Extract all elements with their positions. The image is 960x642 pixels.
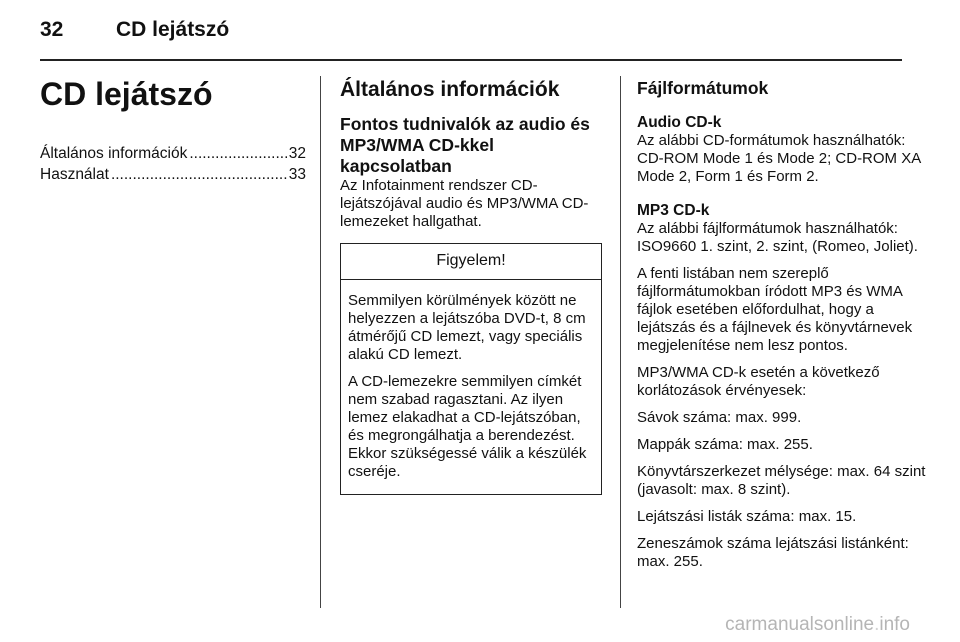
mp3-cd-text: Az alábbi fájlformátumok használhatók: ISO9660 1. szint, 2. szint, (Romeo, Joliet). <box>637 220 918 255</box>
watermark-dot: . <box>874 614 880 635</box>
folders-limit: Mappák száma: max. 255. <box>637 436 813 453</box>
limits-paragraph: MP3/WMA CD-k esetén a következő korlátozások érvényesek: <box>637 364 880 399</box>
toc-page-number: 33 <box>288 166 306 183</box>
other-formats-paragraph: A fenti listában nem szereplő fájlformátumokban íródott MP3 és WMA fájlok esetében előfordulhat, hogy a lejátszás és a fájlnevek és könyvtárnevek megjelenítése nem lesz pontos. <box>637 265 913 354</box>
warning-paragraph-1: Semmilyen körülmények között ne helyezzen a lejátszóba DVD-t, 8 cm átmérőjű CD lemezt, vagy speciális alakú CD lemezt. <box>348 292 586 363</box>
column-divider-1 <box>320 76 321 608</box>
audio-cd-heading: Audio CD-k <box>637 114 722 131</box>
depth-limit: Könyvtárszerkezet mélysége: max. 64 szint (javasolt: max. 8 szint). <box>637 463 926 498</box>
toc-page-number: 32 <box>288 145 306 162</box>
section-title: Általános információk <box>340 78 560 101</box>
playlists-limit: Lejátszási listák száma: max. 15. <box>637 508 857 525</box>
warning-body <box>341 280 601 494</box>
audio-cd-text: Az alábbi CD-formátumok használhatók: CD-ROM Mode 1 és Mode 2; CD-ROM XA Mode 2, Form 1 és Form 2. <box>637 132 921 185</box>
watermark-text-right: info <box>879 614 910 635</box>
chapter-title: CD lejátszó <box>40 76 213 112</box>
toc-label: Általános információk <box>40 145 188 162</box>
column-divider-2 <box>620 76 621 608</box>
page-number: 32 <box>40 18 64 41</box>
warning-box <box>340 243 602 495</box>
running-title: CD lejátszó <box>116 18 230 41</box>
file-formats-title: Fájlformátumok <box>637 78 769 98</box>
mp3-cd-heading: MP3 CD-k <box>637 202 710 219</box>
toc-entry-usage[interactable] <box>40 164 306 185</box>
header-rule <box>40 59 902 61</box>
subheading: Fontos tudnivalók az audio és MP3/WMA CD-kkel kapcsolatban <box>340 114 590 176</box>
column-toc <box>40 72 306 185</box>
toc-leader <box>111 164 287 185</box>
warning-title: Figyelem! <box>341 244 601 280</box>
tracks-limit: Sávok száma: max. 999. <box>637 409 802 426</box>
column-file-formats <box>637 72 927 580</box>
intro-paragraph: Az Infotainment rendszer CD-lejátszójával audio és MP3/WMA CD-lemezeket hallgathat. <box>340 177 589 230</box>
toc-entry-general-info[interactable] <box>40 143 306 164</box>
toc-label: Használat <box>40 166 109 183</box>
watermark <box>725 614 910 636</box>
songs-limit: Zeneszámok száma lejátszási listánként: max. 255. <box>637 535 909 570</box>
watermark-text-left: carmanualsonline <box>725 614 875 635</box>
warning-paragraph-2: A CD-lemezekre semmilyen címkét nem szabad ragasztani. Az ilyen lemez elakadhat a CD-lejátszóban, és megrongálhatja a berendezést. Ekkor szükségessé válik a készülék cseréje. <box>348 373 587 480</box>
column-general-info <box>340 72 602 495</box>
toc-leader <box>189 143 286 164</box>
